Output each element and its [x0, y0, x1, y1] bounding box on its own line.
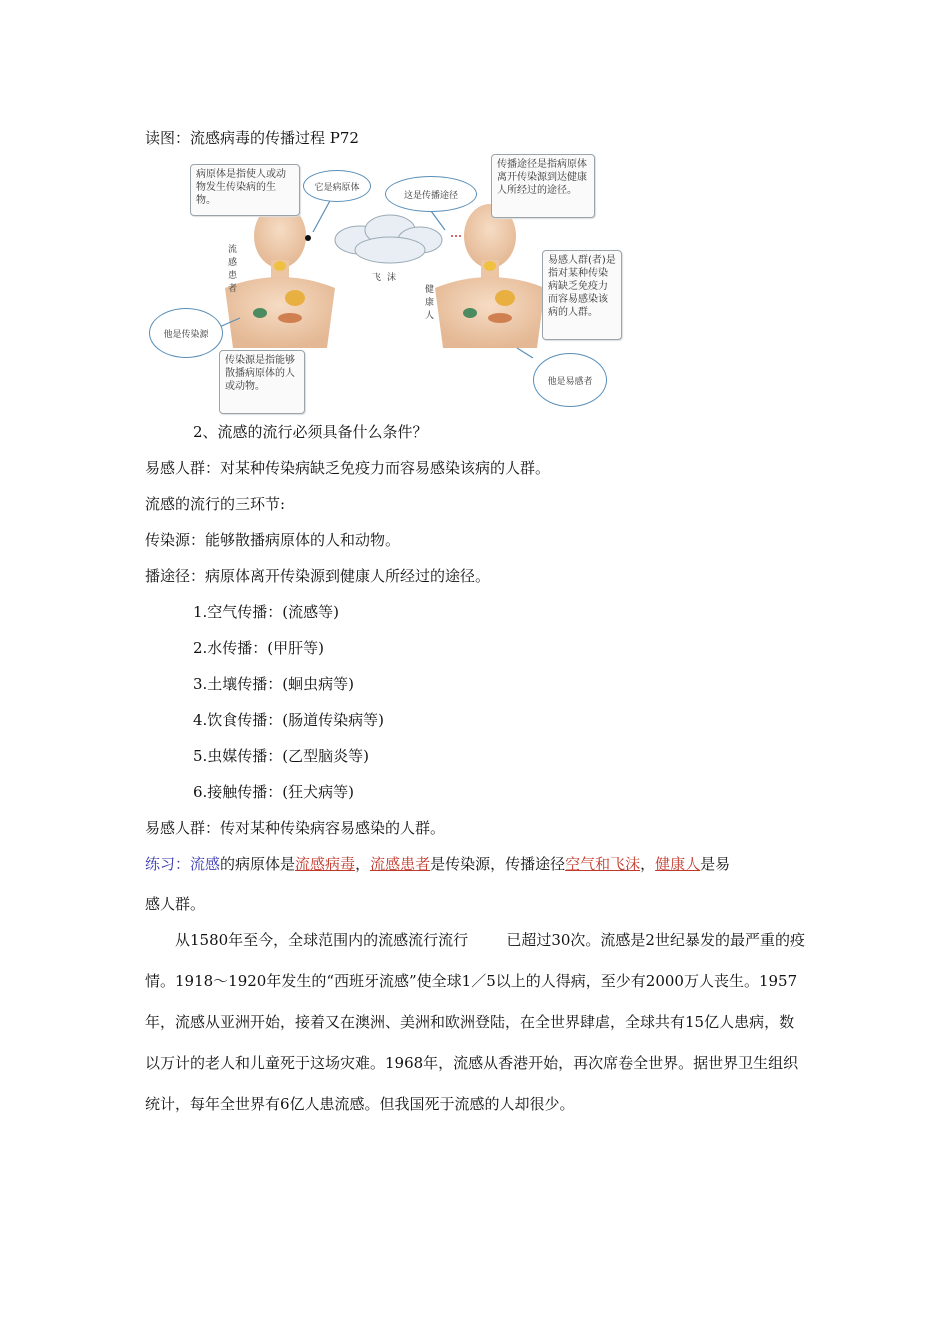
route-item: 1.空气传播：(流感等)	[193, 603, 340, 621]
susceptible-box: 易感人群(者)是指对某种传染病缺乏免疫力而容易感染该病的人群。	[542, 250, 622, 340]
healthy-figure	[435, 204, 545, 348]
exercise-text: 的病原体是	[220, 855, 296, 873]
droplet-label: 飞沫	[372, 273, 403, 283]
exercise-label: 练习：	[145, 855, 191, 873]
exercise-line-2: 感人群。	[145, 895, 206, 913]
answer-source: 流感患者	[370, 855, 431, 873]
figure-caption: 读图：流感病毒的传播过程 P72	[145, 129, 359, 147]
droplet-cloud	[335, 215, 442, 263]
def-susceptible-2: 易感人群：传对某种传染病容易感染的人群。	[145, 819, 446, 837]
route-item: 2.水传播：(甲肝等)	[193, 639, 325, 657]
answer-susceptible: 健康人	[655, 855, 701, 873]
susceptible-bubble: 他是易感者	[533, 353, 607, 407]
source-bubble: 他是传染源	[149, 308, 223, 358]
route-item: 5.虫媒传播：(乙型脑炎等)	[193, 747, 370, 765]
exercise-line	[145, 854, 730, 874]
def-route: 播途径：病原体离开传染源到健康人所经过的途径。	[145, 567, 491, 585]
exercise-subject: 流感	[190, 855, 221, 873]
exercise-text: ，	[640, 855, 656, 873]
route-item: 4.饮食传播：(肠道传染病等)	[193, 711, 385, 729]
patient-label: 流感患者	[226, 244, 236, 296]
pathogen-box: 病原体是指使人或动物发生传染病的生物。	[190, 164, 300, 216]
def-susceptible: 易感人群：对某种传染病缺乏免疫力而容易感染该病的人群。	[145, 459, 551, 477]
patient-figure	[225, 204, 335, 348]
route-bubble: 这是传播途径	[385, 176, 477, 212]
pathogen-bubble: 它是病原体	[303, 170, 371, 202]
exercise-text: 是易	[700, 855, 731, 873]
question-2: 2、流感的流行必须具备什么条件？	[193, 423, 428, 441]
answer-route: 空气和飞沫	[565, 855, 641, 873]
route-item: 3.土壤传播：(蛔虫病等)	[193, 675, 355, 693]
route-box: 传播途径是指病原体离开传染源到达健康人所经过的途径。	[491, 154, 595, 218]
source-box: 传染源是指能够散播病原体的人或动物。	[219, 350, 305, 414]
exercise-text: ，	[355, 855, 371, 873]
answer-pathogen: 流感病毒	[295, 855, 356, 873]
history-paragraph: 从1580年至今，全球范围内的流感流行流行 已超过30次。流感是2世纪暴发的最严重的疫情。1918～1920年发生的“西班牙流感”使全球1／5以上的人得病，至少有2000万人丧生。1957年，流感从亚洲开始，接着又在澳洲、美洲和欧洲登陆，在全世界肆虐，全球共有15亿人患病，数以万计的老人和儿童死于这场灾难。1968年，流感从香港开始，再次席卷全世界。据世界卫生组织统计，每年全世界有6亿人患流感。但我国死于流感的人却很少。	[145, 931, 805, 1113]
three-links: 流感的流行的三环节:	[145, 495, 286, 513]
exercise-text: 是传染源，传播途径	[430, 855, 566, 873]
def-source: 传染源：能够散播病原体的人和动物。	[145, 531, 401, 549]
healthy-label: 健康人	[423, 284, 433, 323]
transmission-figure	[145, 148, 625, 412]
route-item: 6.接触传播：(狂犬病等)	[193, 783, 355, 801]
